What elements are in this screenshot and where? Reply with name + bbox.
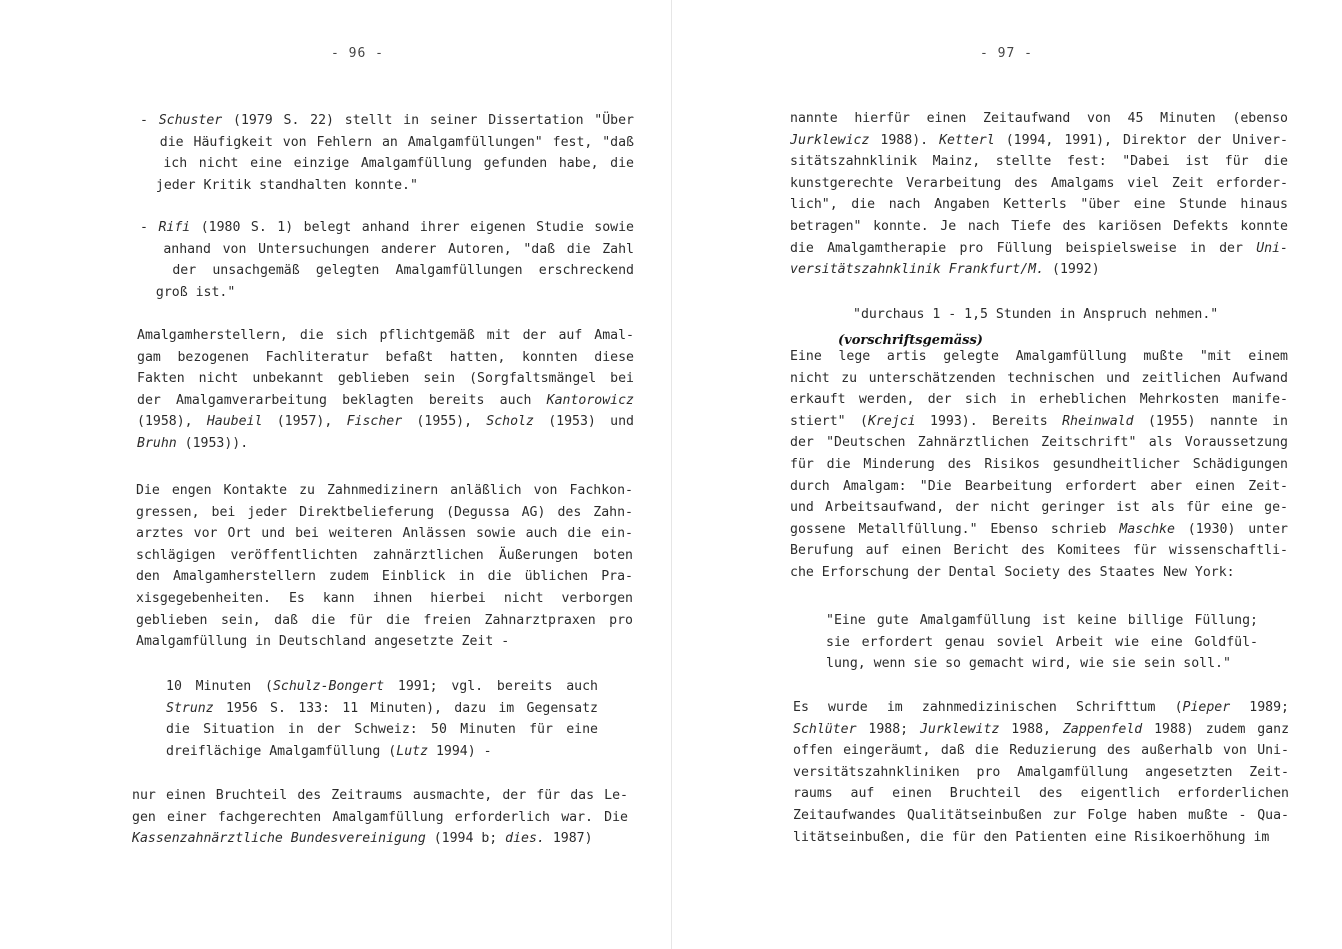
quote-goldfuellung: [826, 610, 1258, 675]
text-run: jeder Kritik standhalten konnte.": [140, 177, 418, 193]
text-run: nur einen Bruchteil des Zeitraums ausmachte, der für das Le-: [132, 788, 628, 803]
text-run: Berufung auf einen Bericht des Komitees für wissenschaftli-: [790, 543, 1288, 559]
text-line: [826, 610, 1258, 632]
text-run: stiert" (: [790, 413, 868, 429]
text-line: [132, 807, 628, 829]
text-line: [136, 480, 633, 502]
paragraph-kontakte: [136, 480, 633, 653]
italic-citation: Scholz: [486, 414, 534, 430]
text-line: [793, 805, 1289, 827]
text-run: (1994, 1991), Direktor der Univer-: [994, 132, 1288, 148]
text-run: -: [140, 220, 159, 235]
text-run: groß ist.": [140, 284, 236, 300]
text-run: "durchaus 1 - 1,5 Stunden in Anspruch nehmen.": [853, 307, 1219, 322]
text-line: [790, 238, 1288, 260]
italic-citation: Pieper: [1182, 700, 1231, 715]
handwritten-note: (vorschriftsgemäss): [838, 333, 983, 348]
text-line: [790, 497, 1288, 519]
text-line: [140, 260, 634, 282]
text-run: ich nicht eine einzige Amalgamfüllung gefunden habe, die: [140, 156, 634, 172]
text-line: [793, 719, 1289, 741]
text-run: dreiflächige Amalgamfüllung (: [166, 743, 397, 759]
bullet-schuster: [140, 110, 634, 196]
text-line: [136, 502, 633, 524]
text-line: [137, 411, 634, 433]
text-run: (1958),: [137, 414, 207, 430]
text-line: [136, 588, 633, 610]
text-run: litätseinbußen, die für den Patienten eine Risikoerhöhung im: [793, 829, 1270, 845]
text-line: [790, 368, 1288, 390]
text-run: erkauft werden, der sich in erheblichen Mehrkosten manife-: [790, 392, 1288, 408]
text-run: die Amalgamtherapie pro Füllung beispielsweise in der: [790, 240, 1257, 256]
italic-citation: Schlüter: [793, 721, 857, 737]
text-run: Eine lege artis gelegte Amalgamfüllung mußte "mit einem: [790, 349, 1288, 364]
paragraph-amalgamherstellern: [137, 325, 634, 455]
text-run: sitätszahnklinik Mainz, stellte fest: "Dabei ist für die: [790, 154, 1288, 170]
paragraph-schrifttum: [793, 697, 1289, 848]
italic-citation: dies.: [505, 831, 545, 847]
text-run: den Amalgamherstellern zudem Einblick in die üblichen Pra-: [136, 569, 633, 585]
text-run: der Amalgamverarbeitung beklagten bereits auch: [137, 392, 547, 408]
text-run: anhand von Untersuchungen anderer Autoren, "daß die Zahl: [140, 241, 634, 257]
text-run: gossene Metallfüllung." Ebenso schrieb: [790, 521, 1120, 537]
text-run: (1953)).: [176, 435, 249, 451]
text-run: Fakten nicht unbekannt geblieben sein (Sorgfaltsmängel bei: [137, 371, 634, 387]
text-line: [137, 347, 634, 369]
text-run: 1988).: [869, 132, 940, 148]
text-run: versitätszahnkliniken pro Amalgamfüllung angesetzten Zeit-: [793, 764, 1289, 780]
text-run: raums auf einen Bruchteil des eigentlich erforderlichen: [793, 786, 1289, 802]
text-run: der "Deutschen Zahnärztlichen Zeitschrift" als Voraussetzung: [790, 435, 1288, 451]
text-run: offen eingeräumt, daß die Reduzierung des außerhalb von Uni-: [793, 743, 1289, 759]
text-run: Amalgamfüllung in Deutschland angesetzte Zeit -: [136, 634, 510, 650]
paragraph-jurklewicz: [790, 108, 1288, 281]
text-line: [137, 368, 634, 390]
italic-citation: Krejci: [867, 413, 916, 429]
quote-stunden: [853, 304, 1273, 326]
text-line: [790, 411, 1288, 433]
text-line: [136, 566, 633, 588]
text-run: 1988,: [999, 721, 1063, 737]
text-run: nannte hierfür einen Zeitaufwand von 45 Minuten (ebenso: [790, 111, 1288, 126]
text-line: [790, 173, 1288, 195]
italic-citation: Kantorowicz: [546, 392, 634, 408]
italic-citation: Uni-: [1256, 240, 1288, 256]
italic-citation: Schuster: [158, 113, 223, 128]
italic-citation: Haubeil: [206, 414, 263, 430]
text-line: [132, 785, 628, 807]
text-line: [790, 151, 1288, 173]
text-run: 1991; vgl. bereits auch: [384, 679, 598, 694]
text-run: nicht zu unterschätzenden technischen und zeitlichen Aufwand: [790, 370, 1288, 386]
text-line: [790, 562, 1288, 584]
italic-citation: Jurklewitz: [919, 721, 1000, 737]
text-line: [793, 827, 1289, 849]
text-line: [140, 153, 634, 175]
text-run: gam bezogenen Fachliteratur befaßt hatten, konnten diese: [137, 349, 634, 365]
italic-citation: Rifi: [158, 220, 191, 235]
text-line: [790, 454, 1288, 476]
text-line: [166, 676, 598, 698]
text-run: (1994 b;: [425, 831, 506, 847]
text-run: 1956 S. 133: 11 Minuten), dazu im Gegensatz: [213, 700, 598, 716]
italic-citation: Kassenzahnärztliche Bundesvereinigung: [132, 831, 426, 847]
bullet-rifi: [140, 217, 634, 303]
text-run: Zeitaufwandes Qualitätseinbußen zur Folge haben mußte - Qua-: [793, 807, 1289, 823]
text-line: [790, 216, 1288, 238]
italic-citation: Ketterl: [939, 132, 995, 148]
text-run: sie erfordert genau soviel Arbeit wie eine Goldfül-: [826, 634, 1258, 650]
italic-citation: Schulz-Bongert: [272, 679, 385, 694]
text-line: [793, 762, 1289, 784]
text-run: arztes vor Ort und bei weiteren Anlässen sowie auch die ein-: [136, 526, 633, 542]
text-line: [136, 523, 633, 545]
text-run: (1955),: [402, 414, 487, 430]
text-line: [140, 282, 634, 304]
text-run: -: [140, 113, 159, 128]
text-run: Die engen Kontakte zu Zahnmedizinern anläßlich von Fachkon-: [136, 483, 633, 498]
text-line: [793, 740, 1289, 762]
text-line: [140, 217, 634, 239]
text-line: [790, 519, 1288, 541]
text-run: für die Minderung des Risikos gesundheitlicher Schädigungen: [790, 456, 1288, 472]
text-run: Amalgamherstellern, die sich pflichtgemäß mit der auf Amal-: [137, 328, 634, 343]
text-line: [790, 108, 1288, 130]
text-run: gen einer fachgerechten Amalgamfüllung erforderlich war. Die: [132, 809, 628, 825]
text-line: [790, 476, 1288, 498]
text-line: [140, 239, 634, 261]
text-run: xisgegebenheiten. Es kann ihnen hierbei nicht verborgen: [136, 590, 633, 606]
text-run: (1979 S. 22) stellt in seiner Dissertation "Über: [222, 113, 634, 128]
indented-quote-minuten: [166, 676, 598, 762]
text-line: [132, 828, 628, 850]
text-run: (1955) nannte in: [1133, 413, 1288, 429]
text-run: Es wurde im zahnmedizinischen Schrifttum (: [793, 700, 1183, 715]
text-run: die Situation in der Schweiz: 50 Minuten für eine: [166, 722, 598, 738]
text-line: [137, 433, 634, 455]
text-run: 1994) -: [428, 743, 492, 759]
italic-citation: Jurklewicz: [790, 132, 870, 148]
text-run: kunstgerechte Verarbeitung des Amalgams viel Zeit erforder-: [790, 175, 1288, 191]
italic-citation: Lutz: [396, 743, 429, 759]
text-line: [790, 432, 1288, 454]
text-run: (1980 S. 1) belegt anhand ihrer eigenen Studie sowie: [190, 220, 634, 235]
italic-citation: Rheinwald: [1062, 413, 1134, 429]
paragraph-bruchteil: [132, 785, 628, 850]
text-line: [140, 175, 634, 197]
text-run: (1930) unter: [1174, 521, 1288, 537]
text-line: [826, 653, 1258, 675]
text-run: "Eine gute Amalgamfüllung ist keine billige Füllung;: [826, 613, 1258, 628]
italic-citation: Zappenfeld: [1062, 721, 1143, 737]
text-line: [790, 346, 1288, 368]
text-run: der unsachgemäß gelegten Amalgamfüllungen erschreckend: [140, 263, 634, 279]
text-run: 10 Minuten (: [166, 679, 273, 694]
italic-citation: Strunz: [166, 700, 214, 716]
text-line: [140, 132, 634, 154]
italic-citation: Fischer: [346, 414, 403, 430]
text-run: lich", die nach Angaben Ketterls "über eine Stunde hinaus: [790, 197, 1288, 213]
text-line: [137, 325, 634, 347]
text-line: [826, 632, 1258, 654]
text-line: [137, 390, 634, 412]
text-run: (1992): [1044, 262, 1100, 278]
italic-citation: Maschke: [1119, 521, 1175, 537]
text-line: [140, 110, 634, 132]
page-number-left: - 96 -: [331, 46, 384, 61]
text-run: 1988;: [856, 721, 920, 737]
page-number-right: - 97 -: [980, 46, 1033, 61]
text-line: [166, 741, 598, 763]
text-line: [136, 610, 633, 632]
italic-citation: Bruhn: [137, 435, 177, 451]
text-line: [136, 631, 633, 653]
text-run: und Arbeitsaufwand, der nicht geringer ist als für eine ge-: [790, 500, 1288, 516]
text-line: [790, 389, 1288, 411]
right-page: [672, 0, 1342, 949]
text-run: gressen, bei jeder Direktbelieferung (Degussa AG) des Zahn-: [136, 504, 633, 520]
text-run: 1989;: [1230, 700, 1289, 715]
text-run: lung, wenn sie so gemacht wird, wie sie sein soll.": [826, 656, 1231, 672]
text-run: che Erforschung der Dental Society des Staates New York:: [790, 564, 1235, 580]
text-run: schlägigen veröffentlichten zahnärztlichen Äußerungen boten: [136, 547, 633, 563]
text-line: [136, 545, 633, 567]
text-run: 1987): [544, 831, 593, 847]
text-run: geblieben sein, daß die für die freien Zahnarztpraxen pro: [136, 612, 633, 628]
text-line: [790, 194, 1288, 216]
text-run: die Häufigkeit von Fehlern an Amalgamfüllungen" fest, "daß: [140, 134, 634, 150]
paragraph-lege-artis: [790, 346, 1288, 584]
text-run: durch Amalgam: "Die Bearbeitung erfordert aber einen Zeit-: [790, 478, 1288, 494]
text-run: (1953) und: [533, 414, 634, 430]
text-line: [790, 130, 1288, 152]
text-line: [793, 697, 1289, 719]
text-line: [166, 698, 598, 720]
text-line: [853, 304, 1273, 326]
text-line: [790, 259, 1288, 281]
text-line: [166, 719, 598, 741]
text-run: 1993). Bereits: [915, 413, 1063, 429]
text-run: (1957),: [262, 414, 347, 430]
text-line: [790, 540, 1288, 562]
text-run: betragen" konnte. Je nach Tiefe des kariösen Defekts konnte: [790, 218, 1288, 234]
italic-citation: versitätszahnklinik Frankfurt/M.: [790, 262, 1045, 278]
text-run: 1988) zudem ganz: [1142, 721, 1289, 737]
text-line: [793, 783, 1289, 805]
